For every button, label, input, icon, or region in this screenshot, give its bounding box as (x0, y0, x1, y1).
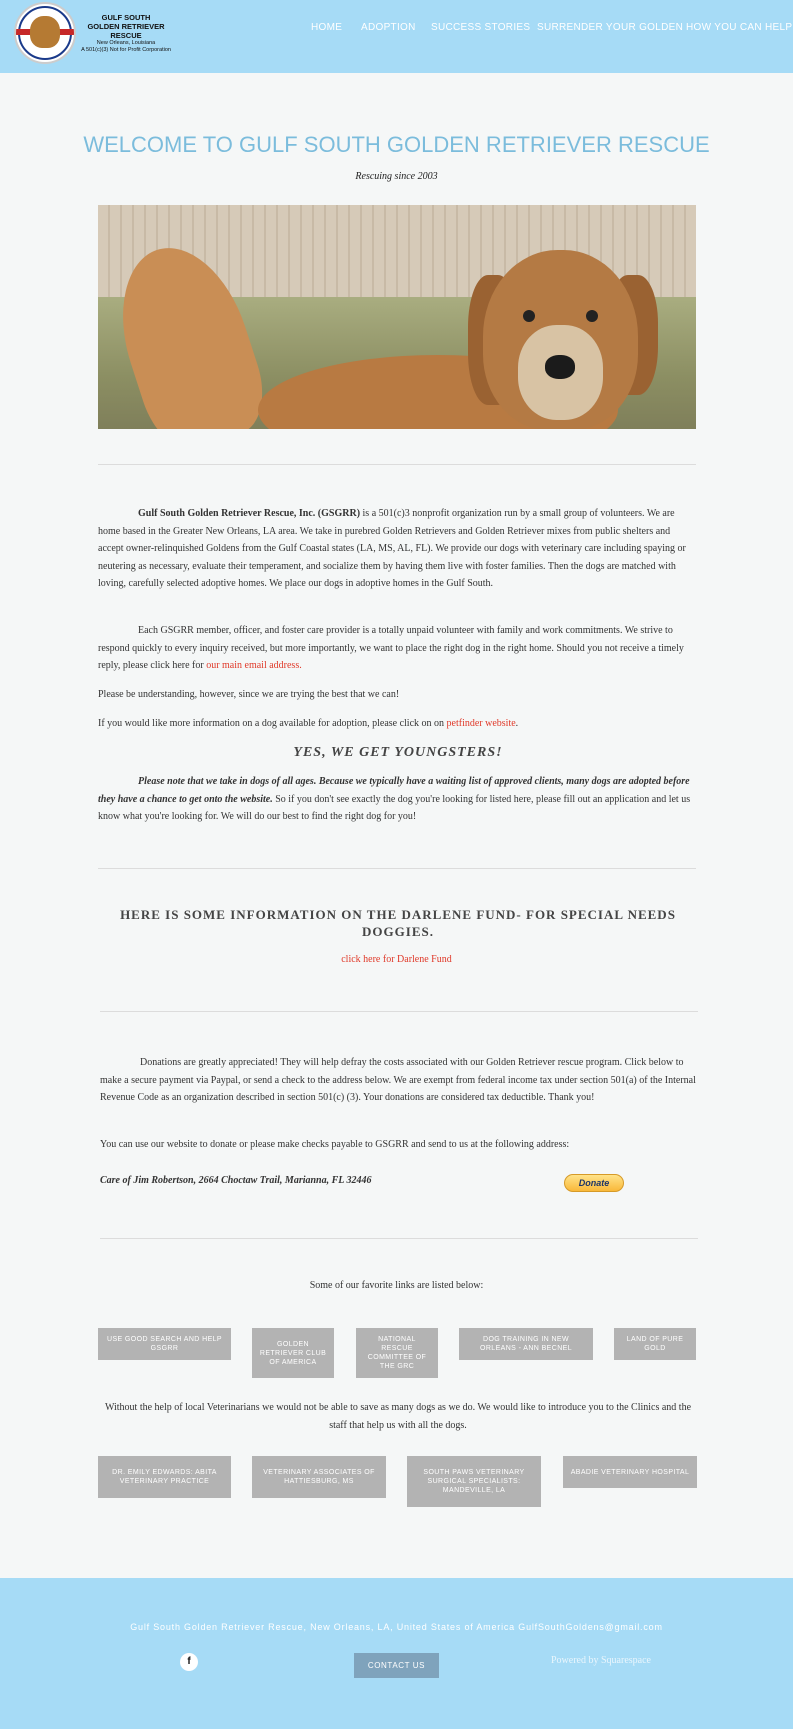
darlene-heading: HERE IS SOME INFORMATION ON THE DARLENE FUND- FOR SPECIAL NEEDS DOGGIES. (120, 907, 676, 939)
link-button-dog-training[interactable]: DOG TRAINING IN NEW ORLEANS - ANN BECNEL (459, 1328, 593, 1360)
vets-intro: Without the help of local Veterinarians we would not be able to save as many dogs as we do. We would like to introduce you to the Clinics and the staff that help us with all the dogs. (104, 1402, 692, 1431)
dog-nose (545, 355, 575, 379)
site-header (0, 0, 793, 73)
hero-image (98, 205, 696, 429)
donations-paragraph (100, 1054, 696, 1107)
vet-button-abita[interactable]: DR. EMILY EDWARDS: ABITA VETERINARY PRACTICE (98, 1456, 231, 1498)
nav-adoption[interactable]: ADOPTION (361, 22, 416, 33)
vet-button-hattiesburg[interactable]: VETERINARY ASSOCIATES OF HATTIESBURG, MS (252, 1456, 386, 1498)
darlene-link-row (0, 954, 793, 965)
facebook-icon[interactable]: f (180, 1653, 198, 1671)
logo-line1: GULF SOUTH (101, 13, 151, 22)
powered-by-link[interactable]: Powered by Squarespace (551, 1655, 651, 1666)
link-button-national-rescue[interactable]: NATIONAL RESCUE COMMITTEE OF THE GRC (356, 1328, 438, 1378)
nav-home[interactable]: HOME (311, 22, 343, 33)
dog-eye-left (523, 310, 535, 322)
youngsters-heading: YES, WE GET YOUNGSTERS! (293, 745, 503, 760)
petfinder-link[interactable]: petfinder website (446, 718, 516, 729)
link-button-grca[interactable]: GOLDEN RETRIEVER CLUB OF AMERICA (252, 1328, 334, 1378)
vet-button-abadie[interactable]: ABADIE VETERINARY HOSPITAL (563, 1456, 697, 1488)
logo-line2: GOLDEN RETRIEVER RESCUE (87, 22, 165, 40)
intro-paragraph (98, 505, 698, 593)
paypal-donate-button[interactable]: Donate (564, 1174, 624, 1192)
understanding-text: Please be understanding, however, since we are trying the best that we can! (98, 689, 400, 700)
logo-text[interactable] (76, 13, 176, 54)
page-subtitle: Rescuing since 2003 (355, 171, 438, 182)
logo-dog-icon (30, 16, 60, 48)
nav-how-you-can-help[interactable]: HOW YOU CAN HELP (686, 22, 793, 33)
page-title: WELCOME TO GULF SOUTH GOLDEN RETRIEVER RESCUE (83, 132, 710, 157)
logo-icon[interactable] (14, 2, 76, 64)
volunteer-paragraph (98, 622, 698, 675)
email-link[interactable]: our main email address. (206, 660, 302, 671)
links-intro: Some of our favorite links are listed below: (309, 1280, 484, 1291)
dog-eye-right (586, 310, 598, 322)
contact-us-button[interactable]: CONTACT US (354, 1653, 439, 1678)
nav-success-stories[interactable]: SUCCESS STORIES (431, 22, 531, 33)
volunteer-text: Each GSGRR member, officer, and foster care provider is a totally unpaid volunteer with family and work commitments. We strive to respond quickly to every inquiry received, but more importantly, we want to place the right dog in the right home. Should you not receive a timely reply, please click here for (98, 625, 684, 671)
mailing-address: Care of Jim Robertson, 2664 Choctaw Trail, Marianna, FL 32446 (100, 1175, 372, 1186)
checks-text: You can use our website to donate or please make checks payable to GSGRR and send to us at the following address: (100, 1139, 570, 1150)
divider (98, 464, 696, 465)
logo-line3: New Orleans, Louisiana (96, 40, 156, 46)
divider (98, 868, 696, 869)
donations-text: Donations are greatly appreciated! They will help defray the costs associated with our Golden Retriever rescue program. Click below to make a secure payment via Paypal, or send a check to the address below. We are exempt from federal income tax under section 501(a) of the Internal Revenue Code as an organization described in section 501(c) (3). Your donations are considered tax deductible. Thank you! (100, 1057, 696, 1103)
vet-button-south-paws[interactable]: SOUTH PAWS VETERINARY SURGICAL SPECIALISTS: MANDEVILLE, LA (407, 1456, 541, 1507)
petfinder-end: . (515, 718, 519, 729)
divider (100, 1238, 698, 1239)
darlene-link[interactable]: click here for Darlene Fund (341, 954, 452, 965)
petfinder-text: If you would like more information on a dog available for adoption, please click on on (98, 718, 447, 729)
intro-bold: Gulf South Golden Retriever Rescue, Inc. (GSGRR) (138, 508, 361, 519)
footer-text: Gulf South Golden Retriever Rescue, New Orleans, LA, United States of America GulfSouthGoldens@gmail.com (130, 1622, 663, 1632)
link-button-good-search[interactable]: USE GOOD SEARCH AND HELP GSGRR (98, 1328, 231, 1360)
nav-surrender[interactable]: SURRENDER YOUR GOLDEN (537, 22, 684, 33)
youngsters-text: So if you don't see exactly the dog you're looking for listed here, please fill out an application and let us know what you're looking for. We will do our best to find the right dog for you! (98, 793, 691, 822)
youngsters-bold: Please note that we take in dogs of all ages. Because we typically have a waiting list of approved clients, many dogs are adopted before they have a chance to get onto the website. (98, 776, 690, 805)
divider (100, 1011, 698, 1012)
petfinder-paragraph (98, 715, 698, 733)
youngsters-paragraph (98, 773, 698, 826)
logo-line4: A 501(c)(3) Not for Profit Corporation (81, 47, 171, 53)
link-button-land-of-pure-gold[interactable]: LAND OF PURE GOLD (614, 1328, 696, 1360)
intro-text: is a 501(c)3 nonprofit organization run by a small group of volunteers. We are home based in the Greater New Orleans, LA area. We take in purebred Golden Retrievers and Golden Retriever mixes from public shelters and accept owner-relinquished Goldens from the Gulf Coastal states (LA, MS, AL, FL). We provide our dogs with veterinary care including spaying or neutering as necessary, evaluate their temperament, and socialize them by having them live with foster families. Then the dogs are matched with loving, carefully selected adoptive homes. We place our dogs in adoptive homes in the Gulf South. (98, 508, 686, 589)
